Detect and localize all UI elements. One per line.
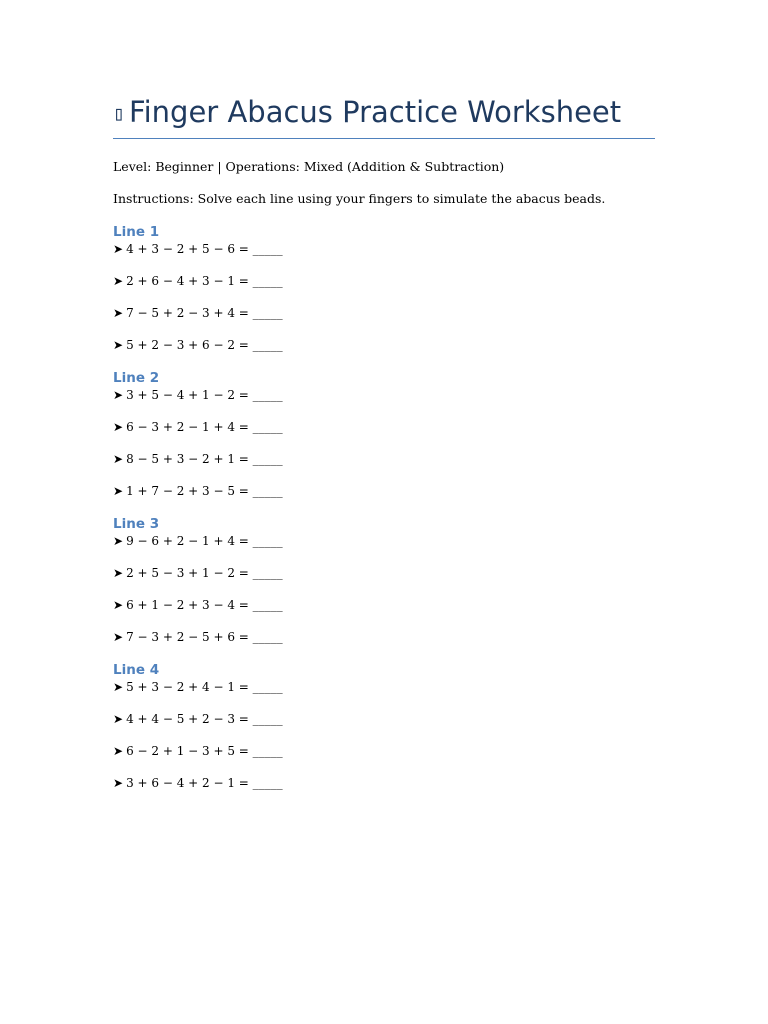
page-title-text: Finger Abacus Practice Worksheet: [129, 95, 622, 129]
problem-item: [113, 565, 655, 581]
problem-text: 6 + 1 − 2 + 3 − 4 = _____: [126, 598, 283, 612]
problem-item: [113, 273, 655, 289]
arrow-bullet-icon: ➤: [113, 420, 124, 434]
arrow-bullet-icon: ➤: [113, 598, 124, 612]
title-underline: [113, 138, 655, 139]
problem-text: 4 + 4 − 5 + 2 − 3 = _____: [126, 712, 283, 726]
section-heading: Line 3: [113, 516, 160, 532]
practice-sections: [113, 223, 655, 791]
arrow-bullet-icon: ➤: [113, 338, 124, 352]
arrow-bullet-icon: ➤: [113, 274, 124, 288]
problem-text: 2 + 5 − 3 + 1 − 2 = _____: [126, 566, 283, 580]
section-line-1: [113, 223, 655, 353]
problem-item: [113, 241, 655, 257]
problem-item: [113, 679, 655, 695]
problem-item: [113, 629, 655, 645]
arrow-bullet-icon: ➤: [113, 566, 124, 580]
problem-item: [113, 419, 655, 435]
problem-text: 3 + 6 − 4 + 2 − 1 = _____: [126, 776, 283, 790]
arrow-bullet-icon: ➤: [113, 744, 124, 758]
worksheet-page: [113, 92, 655, 791]
section-heading: Line 1: [113, 224, 160, 240]
section-line-2: [113, 369, 655, 499]
problem-item: [113, 711, 655, 727]
problem-item: [113, 451, 655, 467]
level-line: Level: Beginner | Operations: Mixed (Addition & Subtraction): [113, 159, 505, 174]
section-line-3: [113, 515, 655, 645]
section-line-4: [113, 661, 655, 791]
problem-item: [113, 337, 655, 353]
problem-text: 6 − 3 + 2 − 1 + 4 = _____: [126, 420, 283, 434]
arrow-bullet-icon: ➤: [113, 242, 124, 256]
problem-text: 3 + 5 − 4 + 1 − 2 = _____: [126, 388, 283, 402]
section-heading: Line 4: [113, 662, 160, 678]
missing-glyph-icon: ▯: [113, 101, 126, 125]
arrow-bullet-icon: ➤: [113, 680, 124, 694]
problem-item: [113, 387, 655, 403]
problem-item: [113, 597, 655, 613]
problem-text: 7 − 3 + 2 − 5 + 6 = _____: [126, 630, 283, 644]
problem-text: 1 + 7 − 2 + 3 − 5 = _____: [126, 484, 283, 498]
arrow-bullet-icon: ➤: [113, 452, 124, 466]
problem-item: [113, 305, 655, 321]
problem-text: 5 + 2 − 3 + 6 − 2 = _____: [126, 338, 283, 352]
problem-item: [113, 483, 655, 499]
arrow-bullet-icon: ➤: [113, 534, 124, 548]
arrow-bullet-icon: ➤: [113, 484, 124, 498]
arrow-bullet-icon: ➤: [113, 306, 124, 320]
problem-text: 4 + 3 − 2 + 5 − 6 = _____: [126, 242, 283, 256]
problem-text: 5 + 3 − 2 + 4 − 1 = _____: [126, 680, 283, 694]
instructions-line: Instructions: Solve each line using your fingers to simulate the abacus beads.: [113, 191, 606, 206]
problem-item: [113, 533, 655, 549]
problem-item: [113, 775, 655, 791]
problem-item: [113, 743, 655, 759]
arrow-bullet-icon: ➤: [113, 776, 124, 790]
problem-text: 9 − 6 + 2 − 1 + 4 = _____: [126, 534, 283, 548]
arrow-bullet-icon: ➤: [113, 630, 124, 644]
arrow-bullet-icon: ➤: [113, 712, 124, 726]
section-heading: Line 2: [113, 370, 160, 386]
problem-text: 7 − 5 + 2 − 3 + 4 = _____: [126, 306, 283, 320]
arrow-bullet-icon: ➤: [113, 388, 124, 402]
problem-text: 8 − 5 + 3 − 2 + 1 = _____: [126, 452, 283, 466]
page-title: [113, 92, 655, 136]
problem-text: 2 + 6 − 4 + 3 − 1 = _____: [126, 274, 283, 288]
problem-text: 6 − 2 + 1 − 3 + 5 = _____: [126, 744, 283, 758]
